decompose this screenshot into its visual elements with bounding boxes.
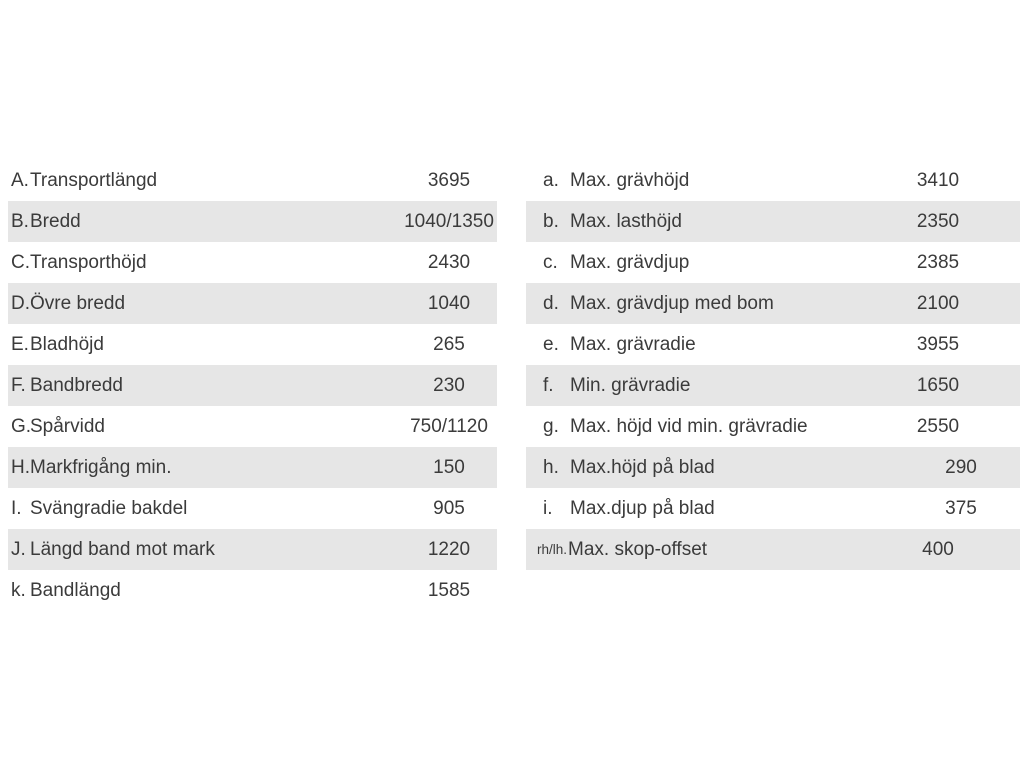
spec-row: [526, 242, 1020, 283]
row-value: 2100: [916, 293, 960, 314]
spec-row: [8, 242, 497, 283]
row-prefix: A.: [11, 170, 29, 191]
row-label: Spårvidd: [30, 416, 105, 437]
dimensions-table-left: [8, 160, 497, 611]
row-label: Svängradie bakdel: [30, 498, 188, 519]
working-range-table-right: [526, 160, 1020, 570]
spec-row: [8, 406, 497, 447]
row-label: Längd band mot mark: [30, 539, 215, 560]
row-value: 1585: [427, 580, 471, 601]
row-value: 2385: [916, 252, 960, 273]
row-label: Transporthöjd: [30, 252, 147, 273]
row-label: Transportlängd: [30, 170, 158, 191]
spec-row: [8, 488, 497, 529]
spec-row: [526, 324, 1020, 365]
row-label: Bredd: [30, 211, 81, 232]
row-label: Markfrigång min.: [30, 457, 172, 478]
row-value: 290: [945, 457, 977, 478]
spec-row: [526, 406, 1020, 447]
row-prefix: D.: [11, 293, 30, 314]
row-label: Max. lasthöjd: [570, 211, 682, 232]
row-value: 2350: [916, 211, 960, 232]
row-label: Max. grävdjup med bom: [570, 293, 774, 314]
row-value: 905: [433, 498, 465, 519]
row-prefix: g.: [543, 416, 559, 437]
row-prefix: b.: [543, 211, 559, 232]
spec-row: [526, 160, 1020, 201]
row-value: 750/1120: [410, 416, 488, 437]
spec-row: [8, 283, 497, 324]
spec-row: [8, 365, 497, 406]
row-prefix: B.: [11, 211, 29, 232]
row-label: Max. skop-offset: [568, 539, 708, 560]
row-label: Max.höjd på blad: [570, 457, 715, 478]
row-label: Max. grävradie: [570, 334, 696, 355]
row-value: 2550: [916, 416, 960, 437]
spec-row: [8, 447, 497, 488]
row-prefix: H.: [11, 457, 30, 478]
row-prefix: i.: [543, 498, 553, 519]
row-value: 3695: [427, 170, 471, 191]
row-prefix: f.: [543, 375, 554, 396]
row-label: Bladhöjd: [30, 334, 104, 355]
row-value: 150: [433, 457, 465, 478]
row-label: Bandbredd: [30, 375, 123, 396]
row-prefix: h.: [543, 457, 559, 478]
row-prefix: I.: [11, 498, 22, 519]
row-label: Övre bredd: [30, 293, 126, 314]
row-prefix: a.: [543, 170, 559, 191]
row-label: Max. höjd vid min. grävradie: [570, 416, 808, 437]
spec-row: [526, 488, 1020, 529]
row-label: Bandlängd: [30, 580, 121, 601]
row-label: Max.djup på blad: [570, 498, 715, 519]
spec-row: [8, 201, 497, 242]
row-value: 1040/1350: [404, 211, 494, 232]
row-value: 400: [922, 539, 954, 560]
row-prefix: G.: [11, 416, 32, 437]
spec-row: [526, 283, 1020, 324]
spec-row: [8, 570, 497, 611]
row-value: 1650: [916, 375, 960, 396]
row-prefix: c.: [543, 252, 558, 273]
spec-row: [526, 529, 1020, 570]
row-prefix: F.: [11, 375, 26, 396]
row-label: Min. grävradie: [570, 375, 691, 396]
row-prefix: d.: [543, 293, 559, 314]
row-prefix: rh/lh.: [537, 541, 568, 557]
row-value: 1220: [427, 539, 471, 560]
row-value: 230: [433, 375, 465, 396]
spec-row: [8, 529, 497, 570]
row-prefix: E.: [11, 334, 29, 355]
row-prefix: C.: [11, 252, 30, 273]
row-label: Max. grävhöjd: [570, 170, 690, 191]
spec-row: [526, 365, 1020, 406]
row-value: 375: [945, 498, 977, 519]
spec-row: [8, 160, 497, 201]
spec-row: [526, 201, 1020, 242]
row-prefix: e.: [543, 334, 559, 355]
row-value: 265: [433, 334, 465, 355]
spec-row: [8, 324, 497, 365]
row-value: 3410: [916, 170, 960, 191]
row-value: 1040: [427, 293, 471, 314]
row-prefix: J.: [11, 539, 26, 560]
spec-row: [526, 447, 1020, 488]
row-value: 3955: [916, 334, 960, 355]
row-value: 2430: [427, 252, 471, 273]
row-label: Max. grävdjup: [570, 252, 690, 273]
row-prefix: k.: [11, 580, 26, 601]
